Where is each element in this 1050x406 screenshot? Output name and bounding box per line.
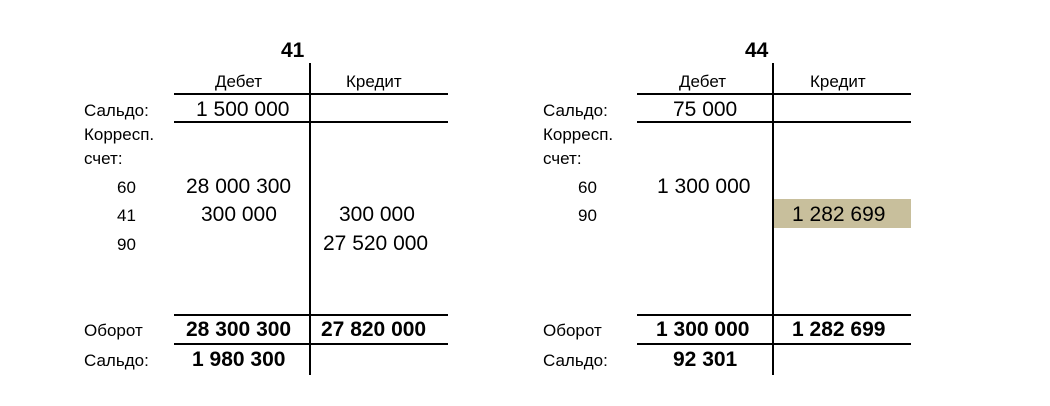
turnover-bottom-rule [174, 343, 448, 345]
turnover-credit: 1 282 699 [792, 318, 886, 341]
opening-balance-debit: 75 000 [673, 98, 738, 121]
closing-balance-label: Сальдо: [543, 351, 608, 370]
turnover-top-rule [637, 314, 911, 316]
opening-balance-label: Сальдо: [543, 101, 608, 120]
turnover-credit: 27 820 000 [321, 318, 427, 341]
debit-header: Дебет [215, 72, 262, 91]
opening-balance-debit: 1 500 000 [196, 98, 290, 121]
turnover-debit: 1 300 000 [656, 318, 750, 341]
closing-balance-debit: 92 301 [673, 348, 738, 371]
opening-rule [174, 121, 448, 123]
turnover-label: Оборот [543, 321, 602, 340]
closing-balance-debit: 1 980 300 [192, 348, 286, 371]
turnover-bottom-rule [637, 343, 911, 345]
debit-entry: 300 000 [201, 203, 277, 226]
credit-entry: 300 000 [339, 203, 415, 226]
debit-entry: 1 300 000 [657, 175, 751, 198]
debit-header: Дебет [679, 72, 726, 91]
credit-entry: 27 520 000 [323, 232, 429, 255]
turnover-debit: 28 300 300 [186, 318, 292, 341]
debit-entry: 28 000 300 [186, 175, 292, 198]
closing-balance-label: Сальдо: [84, 351, 149, 370]
corr-account: 90 [578, 206, 597, 225]
corr-account: 60 [117, 178, 136, 197]
corr-account: 60 [578, 178, 597, 197]
corr-label-line2: счет: [543, 149, 582, 168]
credit-header: Кредит [346, 72, 402, 91]
credit-header: Кредит [810, 72, 866, 91]
header-rule [637, 93, 911, 95]
turnover-top-rule [174, 314, 448, 316]
opening-rule [637, 121, 911, 123]
credit-entry: 1 282 699 [792, 203, 886, 226]
turnover-label: Оборот [84, 321, 143, 340]
corr-account: 90 [117, 235, 136, 254]
t-vertical-rule [309, 63, 311, 375]
corr-label-line1: Корресп. [543, 125, 614, 144]
opening-balance-label: Сальдо: [84, 101, 149, 120]
account-title: 41 [281, 39, 305, 62]
account-title: 44 [745, 39, 769, 62]
corr-label-line2: счет: [84, 149, 123, 168]
corr-label-line1: Корресп. [84, 125, 155, 144]
header-rule [174, 93, 448, 95]
corr-account: 41 [117, 206, 136, 225]
